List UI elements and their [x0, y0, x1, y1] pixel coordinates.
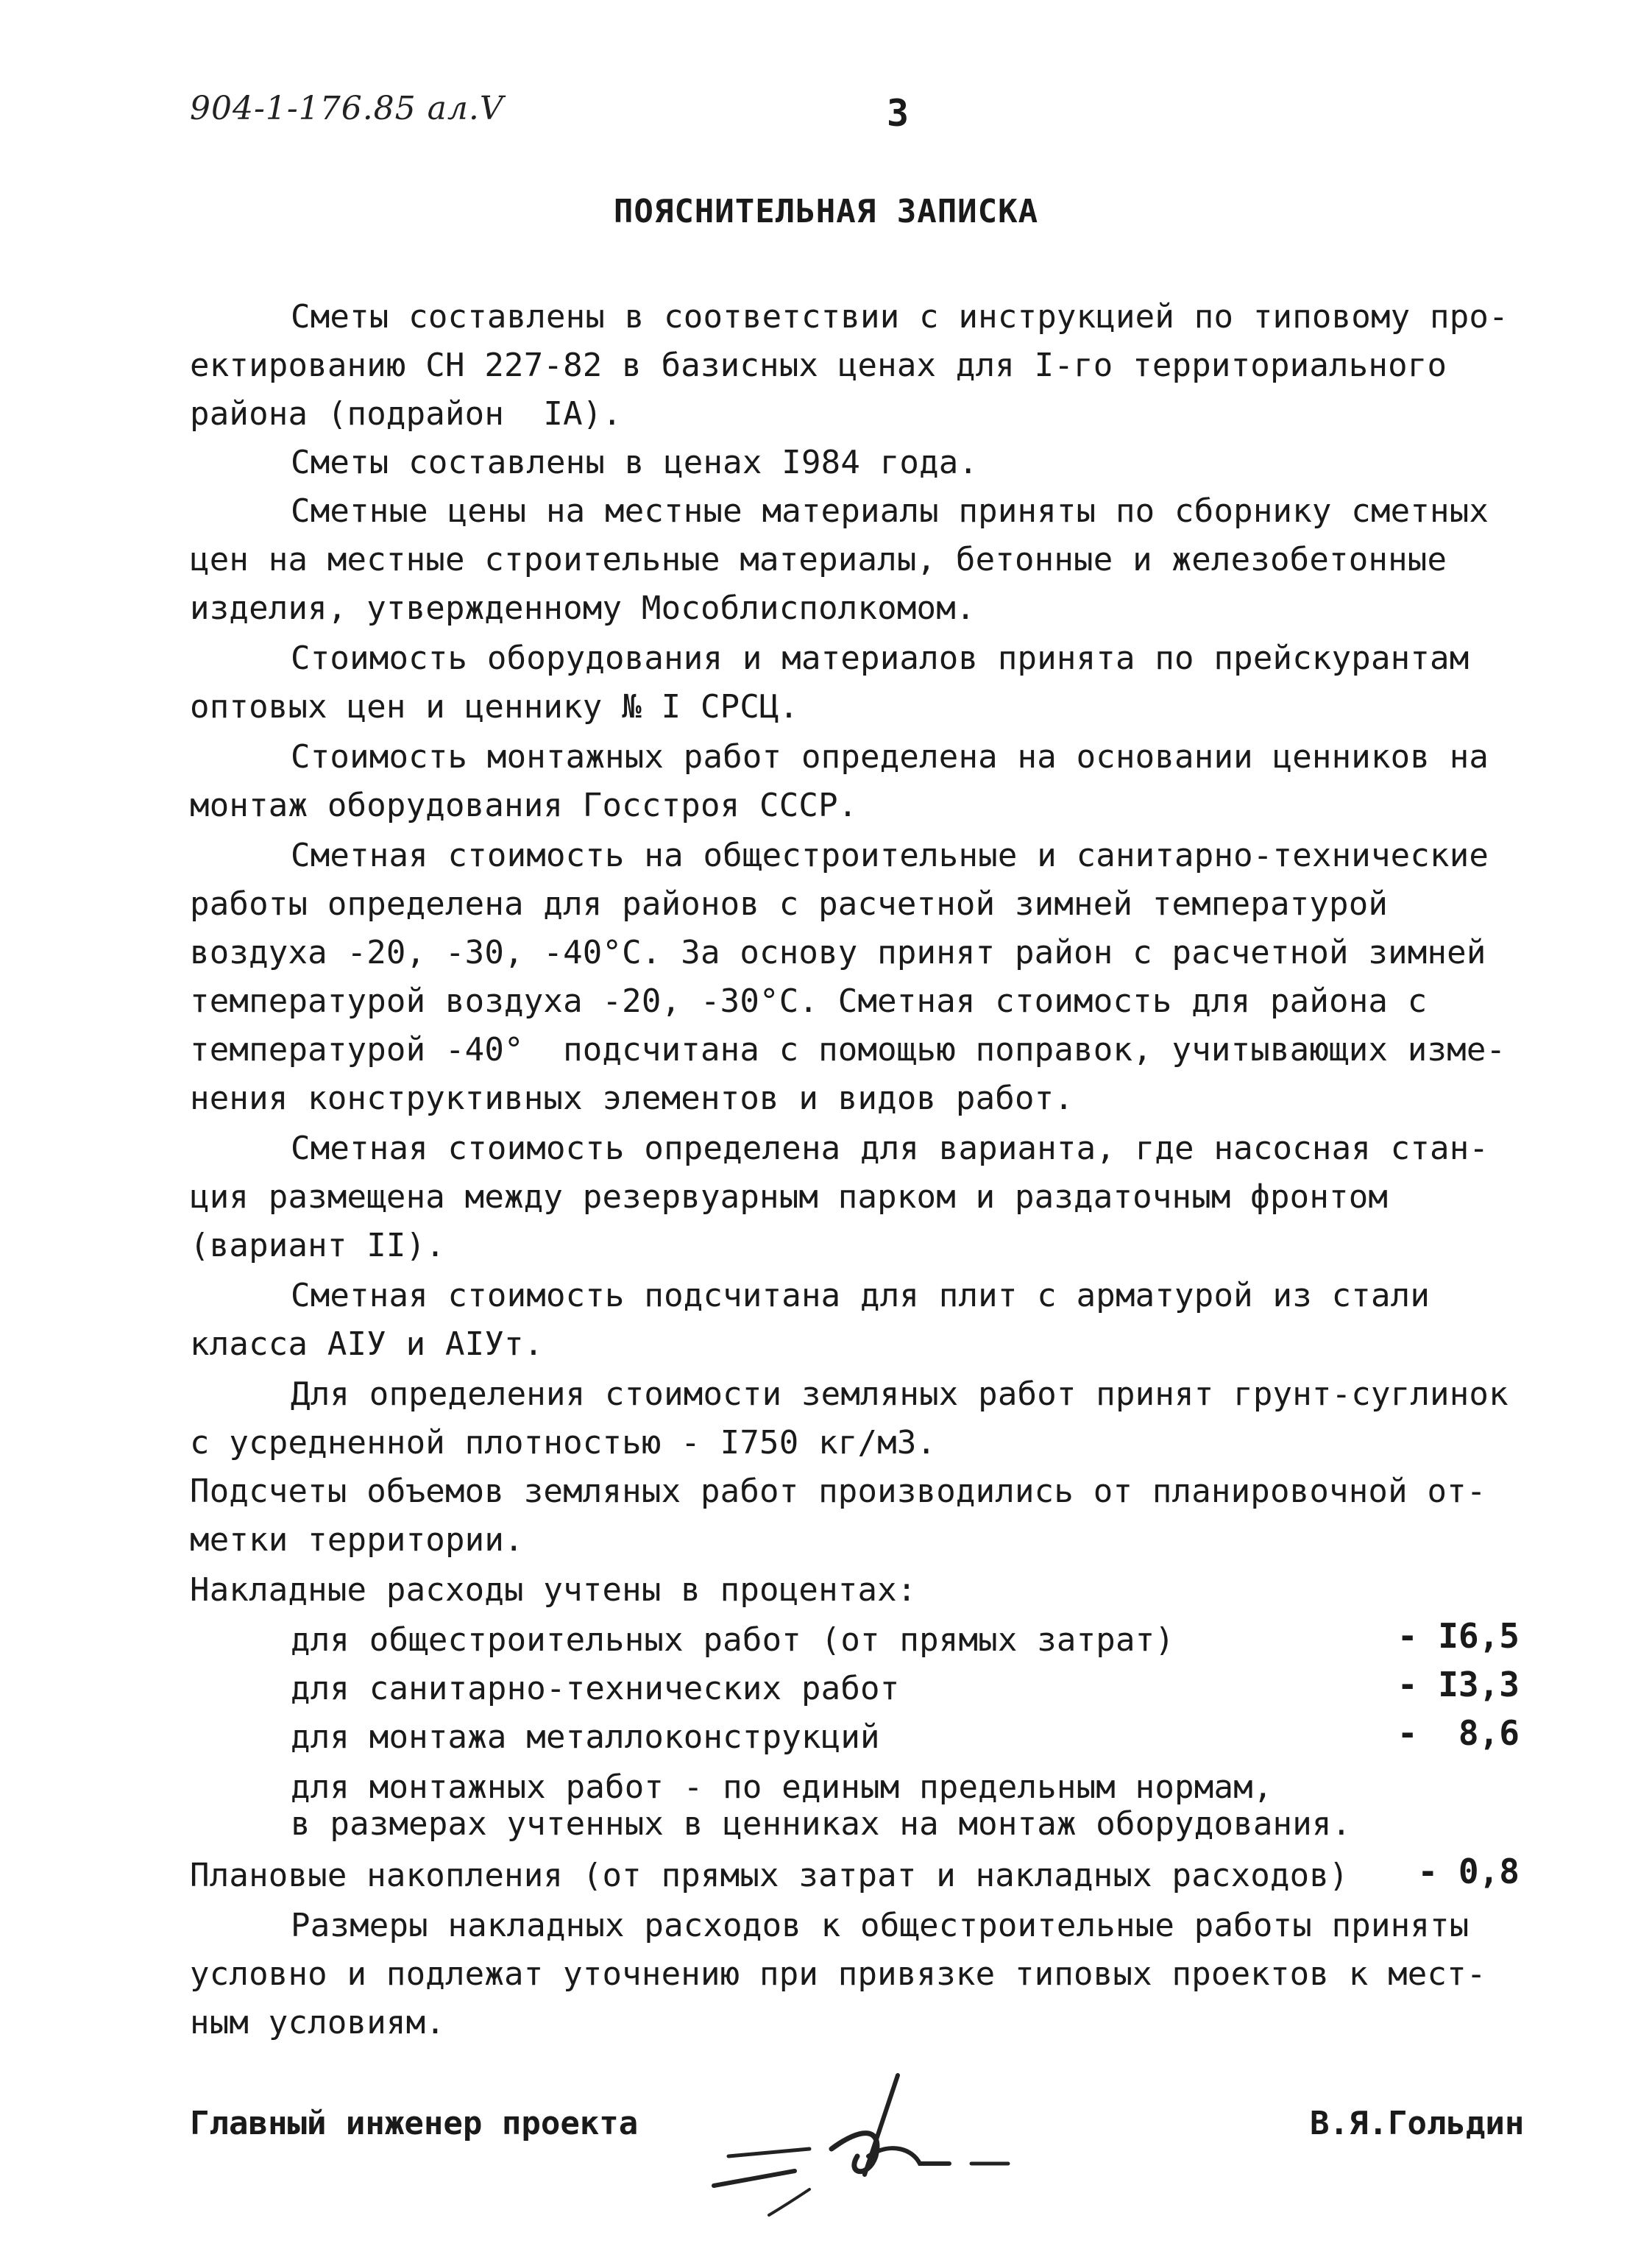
body-line: Для определения стоимости земляных работ принят грунт-суглинок [291, 1375, 1509, 1413]
body-line: Стоимость оборудования и материалов принята по прейскурантам [291, 640, 1470, 677]
page-number: 3 [887, 92, 910, 135]
planned-savings-value: - 0,8 [1417, 1852, 1520, 1891]
signature-title: Главный инженер проекта [190, 2105, 639, 2142]
body-line: с усредненной плотностью - I750 кг/м3. [190, 1424, 937, 1462]
overhead-value: - I3,3 [1397, 1665, 1520, 1704]
body-line: цен на местные строительные материалы, бетонные и железобетонные [190, 541, 1447, 578]
overhead-label: для общестроительных работ (от прямых затрат) [291, 1621, 1175, 1659]
body-line: класса AIУ и AIУт. [190, 1325, 544, 1363]
body-line: Сметы составлены в ценах I984 года. [291, 444, 979, 481]
body-line: Сметная стоимость подсчитана для плит с арматурой из стали [291, 1277, 1431, 1314]
body-line: метки территории. [190, 1521, 524, 1559]
montage-line: для монтажных работ - по единым предельным нормам, [291, 1768, 1273, 1806]
body-line: оптовых цен и ценнику № I СРСЦ. [190, 688, 799, 726]
body-line: (вариант II). [190, 1227, 445, 1264]
body-line: Сметная стоимость на общестроительные и санитарно-технические [291, 837, 1489, 874]
overhead-label: для санитарно-технических работ [291, 1670, 900, 1707]
closing-line: ным условиям. [190, 2004, 445, 2041]
body-line: Сметные цены на местные материалы приняты по сборнику сметных [291, 492, 1489, 530]
body-line: Сметы составлены в соответствии с инструкцией по типовому про- [291, 298, 1509, 336]
body-line: монтаж оборудования Госстроя СССР. [190, 787, 858, 824]
page-title: ПОЯСНИТЕЛЬНАЯ ЗАПИСКА [613, 193, 1039, 230]
body-line: района (подрайон IA). [190, 395, 623, 433]
body-line: изделия, утвержденному Мособлисполкомом. [190, 589, 976, 627]
body-line: ектированию СН 227-82 в базисных ценах для I-го территориального [190, 347, 1447, 384]
document-code: 904-1-176.85 ал.V [190, 90, 504, 127]
body-line: Сметная стоимость определена для варианта, где насосная стан- [291, 1130, 1489, 1167]
montage-line: в размерах учтенных в ценниках на монтаж оборудования. [291, 1805, 1352, 1843]
overhead-label: для монтажа металлоконструкций [291, 1718, 880, 1756]
handwritten-signature [699, 2046, 1126, 2222]
body-line: температурой -40° подсчитана с помощью поправок, учитывающих изме- [190, 1031, 1506, 1069]
body-line: нения конструктивных элементов и видов работ. [190, 1080, 1074, 1117]
body-line: воздуха -20, -30, -40°С. За основу принят район с расчетной зимней [190, 934, 1486, 971]
body-line: Подсчеты объемов земляных работ производились от планировочной от- [190, 1473, 1486, 1510]
closing-line: условно и подлежат уточнению при привязке типовых проектов к мест- [190, 1955, 1486, 1993]
planned-savings-label: Плановые накопления (от прямых затрат и накладных расходов) [190, 1857, 1349, 1894]
body-line: Накладные расходы учтены в процентах: [190, 1571, 917, 1609]
closing-line: Размеры накладных расходов к общестроительные работы приняты [291, 1907, 1470, 1944]
overhead-value: - 8,6 [1397, 1713, 1520, 1753]
body-line: ция размещена между резервуарным парком и раздаточным фронтом [190, 1178, 1389, 1216]
signatory-name: В.Я.Гольдин [1310, 2105, 1525, 2142]
body-line: работы определена для районов с расчетной зимней температурой [190, 885, 1389, 923]
body-line: Стоимость монтажных работ определена на основании ценников на [291, 738, 1489, 776]
body-line: температурой воздуха -20, -30°С. Сметная стоимость для района с [190, 982, 1428, 1020]
overhead-value: - I6,5 [1397, 1616, 1520, 1656]
